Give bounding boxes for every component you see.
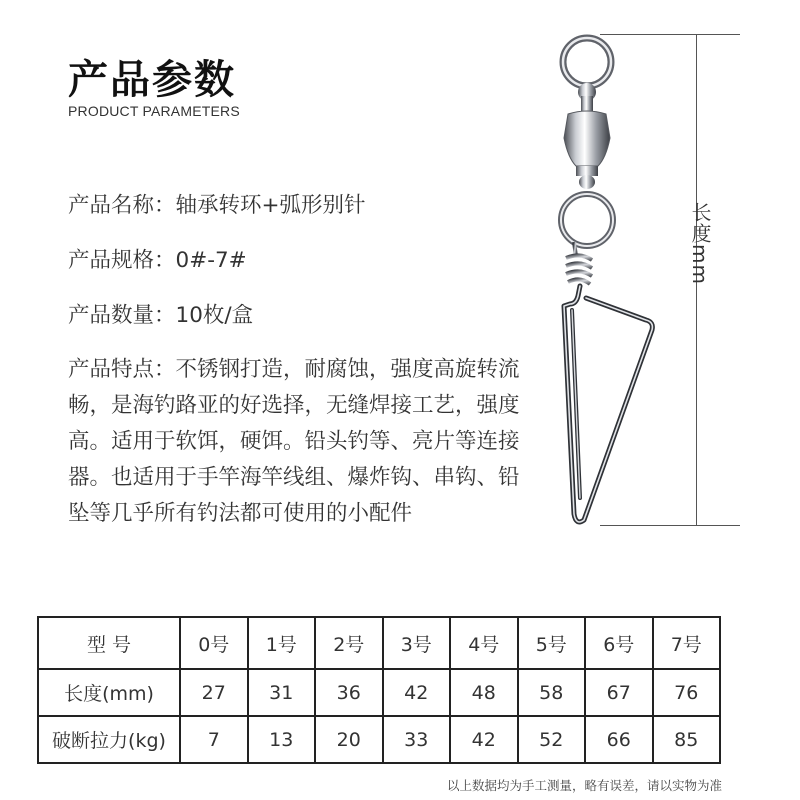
table-cell: 7 bbox=[180, 716, 248, 763]
table-cell: 6号 bbox=[585, 617, 653, 669]
length-dimension bbox=[690, 34, 740, 526]
spec-table bbox=[37, 616, 721, 764]
param-name-value: 轴承转环+弧形别针 bbox=[175, 193, 366, 218]
features-label: 产品特点： bbox=[68, 357, 176, 382]
table-cell: 27 bbox=[180, 669, 248, 716]
table-cell: 破断拉力(kg) bbox=[38, 716, 180, 763]
table-cell: 20 bbox=[315, 716, 383, 763]
table-cell: 13 bbox=[248, 716, 316, 763]
table-cell: 85 bbox=[653, 716, 721, 763]
page-title: 产品参数 bbox=[68, 57, 236, 103]
bearing-barrel bbox=[564, 111, 610, 166]
table-cell: 42 bbox=[383, 669, 451, 716]
param-name-label: 产品名称： bbox=[68, 193, 176, 218]
table-row-length bbox=[38, 669, 720, 716]
product-image bbox=[540, 30, 680, 530]
param-name bbox=[68, 188, 366, 219]
table-row-breaking-strength bbox=[38, 716, 720, 763]
table-cell: 型 号 bbox=[38, 617, 180, 669]
param-spec-value: 0#-7# bbox=[175, 248, 247, 273]
table-cell: 1号 bbox=[248, 617, 316, 669]
dimension-label: 长度mm bbox=[688, 202, 712, 285]
table-cell: 7号 bbox=[653, 617, 721, 669]
features-text: 不锈钢打造，耐腐蚀，强度高旋转流畅，是海钓路亚的好选择，无缝焊接工艺，强度高。适用于软饵，硬饵。铅头钓等、亮片等连接器。也适用于手竿海竿线组、爆炸钩、串钩、铅坠等几乎所有钓法都可使用的小配件 bbox=[68, 357, 520, 526]
disclaimer-note: 以上数据均为手工测量，略有误差，请以实物为准 bbox=[446, 778, 722, 793]
dimension-line-bottom bbox=[600, 525, 740, 526]
table-cell: 48 bbox=[450, 669, 518, 716]
table-cell: 58 bbox=[518, 669, 586, 716]
table-cell: 3号 bbox=[383, 617, 451, 669]
param-spec bbox=[68, 243, 247, 274]
table-cell: 76 bbox=[653, 669, 721, 716]
table-cell: 5号 bbox=[518, 617, 586, 669]
table-cell: 2号 bbox=[315, 617, 383, 669]
table-cell: 33 bbox=[383, 716, 451, 763]
table-cell: 66 bbox=[585, 716, 653, 763]
table-cell: 36 bbox=[315, 669, 383, 716]
param-quantity-label: 产品数量： bbox=[68, 303, 176, 328]
table-cell: 4号 bbox=[450, 617, 518, 669]
product-features bbox=[68, 352, 528, 532]
table-cell: 42 bbox=[450, 716, 518, 763]
param-spec-label: 产品规格： bbox=[68, 248, 176, 273]
table-cell: 长度(mm) bbox=[38, 669, 180, 716]
table-cell: 52 bbox=[518, 716, 586, 763]
table-cell: 67 bbox=[585, 669, 653, 716]
table-cell: 31 bbox=[248, 669, 316, 716]
param-quantity bbox=[68, 298, 253, 329]
table-cell: 0号 bbox=[180, 617, 248, 669]
dimension-line-top bbox=[600, 34, 740, 35]
page-subtitle: PRODUCT PARAMETERS bbox=[68, 103, 240, 119]
param-quantity-value: 10枚/盒 bbox=[175, 303, 254, 328]
table-row-model bbox=[38, 617, 720, 669]
